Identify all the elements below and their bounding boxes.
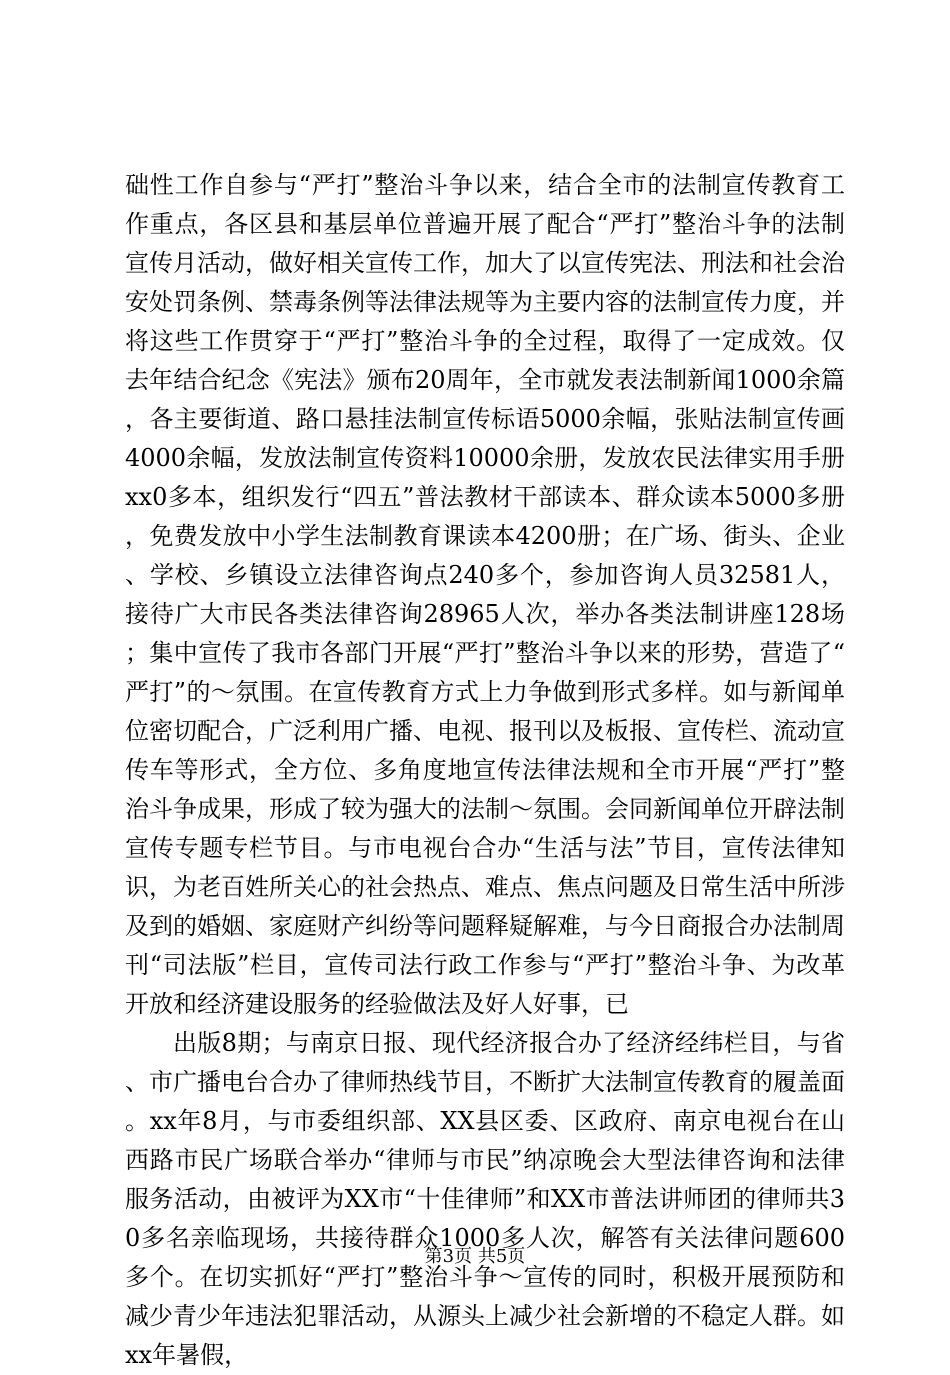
document-body: [125, 166, 845, 1375]
paragraph-2: 出版8期；与南京日报、现代经济报合办了经济经纬栏目，与省、市广播电台合办了律师热线节目，不断扩大法制宣传教育的履盖面。xx年8月，与市委组织部、XX县区委、区政府、南京电视台在山西路市民广场联合举办“律师与市民”纳凉晚会大型法律咨询和法律服务活动，由被评为XX市“十佳律师”和XX市普法讲师团的律师共30多名亲临现场，共接待群众1000多人次，解答有关法律问题600多个。在切实抓好“严打”整治斗争～宣传的同时，积极开展预防和减少青少年违法犯罪活动，从源头上减少社会新增的不稳定人群。如xx年暑假，: [125, 1029, 845, 1369]
paragraph-1: 础性工作自参与“严打”整治斗争以来，结合全市的法制宣传教育工作重点，各区县和基层单位普遍开展了配合“严打”整治斗争的法制宣传月活动，做好相关宣传工作，加大了以宣传宪法、刑法和社会治安处罚条例、禁毒条例等法律法规等为主要内容的法制宣传力度，并将这些工作贯穿于“严打”整治斗争的全过程，取得了一定成效。仅去年结合纪念《宪法》颁布20周年，全市就发表法制新闻1000余篇，各主要街道、路口悬挂法制宣传标语5000余幅，张贴法制宣传画4000余幅，发放法制宣传资料10000余册，发放农民法律实用手册xx0多本，组织发行“四五”普法教材干部读本、群众读本5000多册，免费发放中小学生法制教育课读本4200册；在广场、街头、企业、学校、乡镇设立法律咨询点240多个，参加咨询人员32581人，接待广大市民各类法律咨询28965人次，举办各类法制讲座128场；集中宣传了我市各部门开展“严打”整治斗争以来的形势，营造了“严打”的～氛围。在宣传教育方式上力争做到形式多样。如与新闻单位密切配合，广泛利用广播、电视、报刊以及板报、宣传栏、流动宣传车等形式，全方位、多角度地宣传法律法规和全市开展“严打”整治斗争成果，形成了较为强大的法制～氛围。会同新闻单位开辟法制宣传专题专栏节目。与市电视台合办“生活与法”节目，宣传法律知识，为老百姓所关心的社会热点、难点、焦点问题及日常生活中所涉及到的婚姻、家庭财产纠纷等问题释疑解难，与今日商报合办法制周刊“司法版”栏目，宣传司法行政工作参与“严打”整治斗争、为改革开放和经济建设服务的经验做法及好人好事，已: [125, 171, 845, 1018]
page-number-indicator: 第3页 共5页: [424, 1246, 526, 1267]
page-footer: [0, 1245, 950, 1269]
